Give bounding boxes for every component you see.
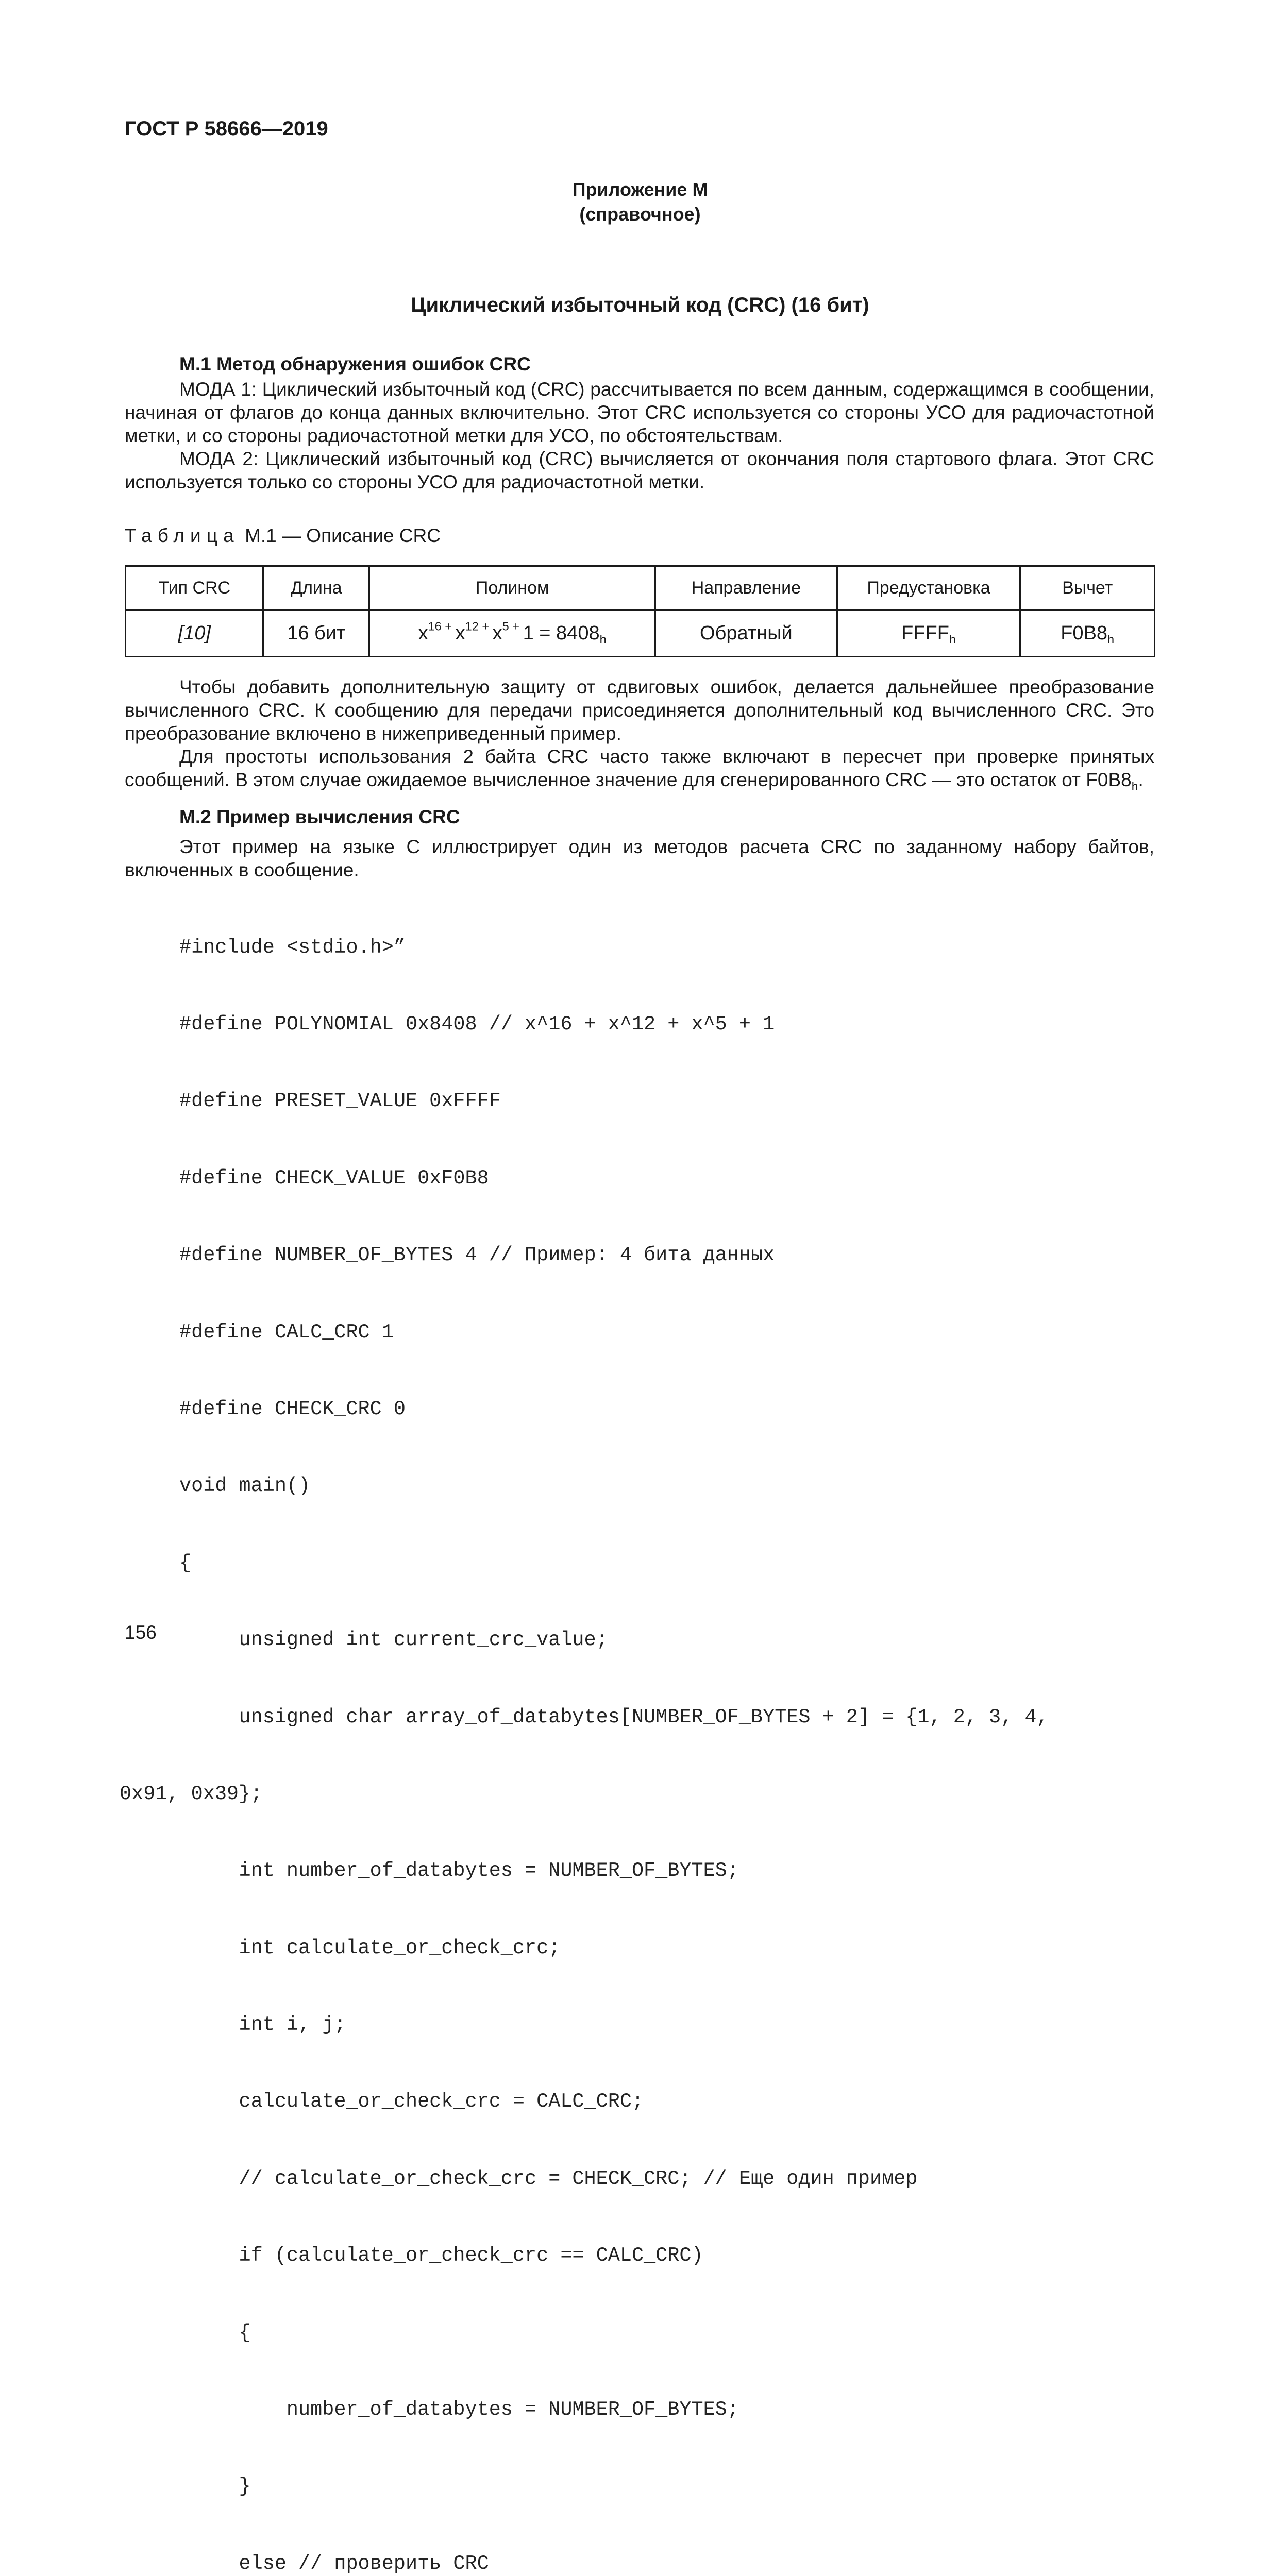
cell-length: 16 бит — [263, 610, 369, 657]
poly-exp1: 16 — [428, 619, 442, 633]
code-line: number_of_databytes = NUMBER_OF_BYTES; — [179, 2398, 739, 2421]
paragraph-mode-2: МОДА 2: Циклический избыточный код (CRC) вычисляется от окончания поля стартового флага. Этот CRC используется только со стороны УСО для радиочастотной метки. — [125, 448, 1154, 493]
paragraph-shift-protection: Чтобы добавить дополнительную защиту от сдвиговых ошибок, делается дальнейшее преобразование вычисленного CRC. К сообщению для передачи присоединяется дополнительный код вычисленного CRC. Это преобразование включено в нижеприведенный пример. — [125, 676, 1154, 744]
section-m2-heading: М.2 Пример вычисления CRC — [179, 806, 460, 827]
code-line: void main() — [179, 1475, 311, 1498]
paragraph-residue-text: Для простоты использования 2 байта CRC часто также включают в пересчет при проверке принятых сообщений. В этом случае ожидаемое вычисленное значение для сгенерированного CRC — это остаток от F0B8 — [125, 746, 1154, 790]
document-title: Циклический избыточный код (CRC) (16 бит) — [411, 294, 869, 316]
poly-plus2: + — [478, 619, 493, 633]
code-line: else // проверить CRC — [179, 2552, 489, 2575]
poly-x2: x — [455, 622, 465, 644]
table-row — [126, 610, 1155, 657]
cell-polynomial — [369, 610, 655, 657]
code-line: #define PRESET_VALUE 0xFFFF — [179, 1090, 501, 1113]
header-length: Длина — [263, 566, 369, 610]
paragraph-example-intro: Этот пример на языке С иллюстрирует один из методов расчета CRC по заданному набору байтов, включенных в сообщение. — [125, 836, 1154, 880]
residue-value: F0B8 — [1061, 622, 1108, 644]
preset-subscript: h — [949, 632, 956, 646]
code-line: #define CHECK_VALUE 0xF0B8 — [179, 1166, 489, 1190]
code-line: // calculate_or_check_crc = CHECK_CRC; // Еще один пример — [179, 2167, 918, 2190]
table-caption — [125, 525, 441, 547]
table-caption-word: Таблица — [125, 525, 240, 546]
code-line: calculate_or_check_crc = CALC_CRC; — [179, 2090, 644, 2113]
code-line: int calculate_or_check_crc; — [179, 1936, 561, 1959]
standard-number: ГОСТ Р 58666—2019 — [125, 117, 328, 140]
code-line: #include <stdio.h>” — [179, 936, 406, 959]
code-line: 0x91, 0x39}; — [120, 1782, 263, 1805]
header-polynomial: Полином — [369, 566, 655, 610]
poly-tail: 1 = 8408 — [523, 622, 600, 644]
poly-subscript: h — [599, 632, 607, 646]
cell-crc-type: [10] — [126, 610, 263, 657]
code-line: unsigned int current_crc_value; — [179, 1629, 608, 1652]
poly-x3: x — [492, 622, 502, 644]
paragraph-residue — [125, 745, 1154, 791]
code-line: #define POLYNOMIAL 0x8408 // x^16 + x^12 + x^5 + 1 — [179, 1012, 775, 1036]
code-line: #define NUMBER_OF_BYTES 4 // Пример: 4 бита данных — [179, 1244, 775, 1267]
table-header-row — [126, 566, 1155, 610]
code-line: unsigned char array_of_databytes[NUMBER_OF_BYTES + 2] = {1, 2, 3, 4, — [179, 1705, 1049, 1728]
page-number: 156 — [125, 1622, 157, 1643]
residue-subscript: h — [1107, 632, 1115, 646]
appendix-title: Приложение М — [572, 179, 708, 200]
appendix-subtitle: (справочное) — [579, 204, 701, 225]
cell-residue — [1020, 610, 1155, 657]
table-caption-text: М.1 — Описание CRC — [245, 525, 441, 546]
poly-plus3: + — [509, 619, 523, 633]
code-line: } — [179, 2475, 251, 2498]
poly-x1: x — [418, 622, 428, 644]
code-line: int number_of_databytes = NUMBER_OF_BYTES; — [179, 1859, 739, 1883]
poly-exp2: 12 — [465, 619, 479, 633]
section-m1-heading: М.1 Метод обнаружения ошибок CRC — [179, 353, 531, 375]
code-line: #define CHECK_CRC 0 — [179, 1397, 406, 1420]
cell-preset — [837, 610, 1020, 657]
paragraph-residue-end: . — [1138, 769, 1144, 790]
header-crc-type: Тип CRC — [126, 566, 263, 610]
paragraph-mode-1: МОДА 1: Циклический избыточный код (CRC) рассчитывается по всем данным, содержащимся в сообщении, начиная от флагов до конца данных включительно. Этот CRC используется со стороны УСО для радиочастотной метки, и со стороны радиочастотной метки для УСО, по обстоятельствам. — [125, 379, 1154, 446]
poly-plus1: + — [441, 619, 456, 633]
poly-exp3: 5 — [502, 619, 509, 633]
code-line: if (calculate_or_check_crc == CALC_CRC) — [179, 2244, 703, 2267]
preset-value: FFFF — [901, 622, 949, 644]
code-line: { — [179, 2321, 251, 2344]
code-line: { — [179, 1551, 192, 1574]
header-residue: Вычет — [1020, 566, 1155, 610]
code-line: #define CALC_CRC 1 — [179, 1320, 394, 1344]
appendix-heading — [125, 177, 1155, 227]
paragraph-residue-subscript: h — [1131, 779, 1138, 793]
crc-table — [125, 565, 1155, 657]
cell-direction: Обратный — [655, 610, 837, 657]
code-line: int i, j; — [179, 2013, 346, 2037]
header-direction: Направление — [655, 566, 837, 610]
header-preset: Предустановка — [837, 566, 1020, 610]
